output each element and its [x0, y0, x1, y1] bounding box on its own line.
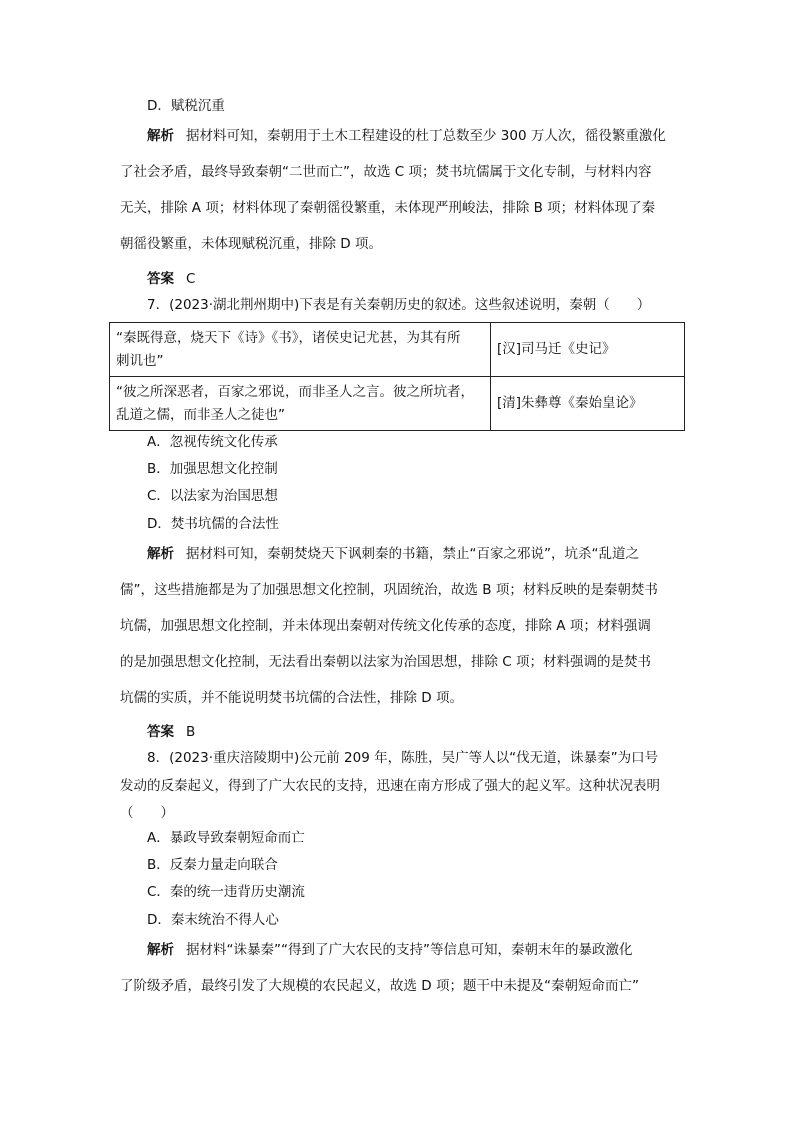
q7-answer-value: B — [186, 724, 196, 740]
q8-stem-line-3: （ ） — [120, 805, 174, 821]
q8-analysis-line-2: 了阶级矛盾，最终引发了大规模的农民起义，故选 D 项；题干中未提及“秦朝短命而亡” — [120, 978, 639, 994]
q8-option-c: C．秦的统一违背历史潮流 — [147, 884, 305, 900]
q8-option-d: D．秦末统治不得人心 — [147, 912, 279, 928]
q6-answer — [147, 270, 195, 288]
q6-answer-value: C — [186, 271, 196, 287]
q8-analysis-tag: 解析 — [147, 942, 174, 958]
q6-analysis-line-3: 无关，排除 A 项；材料体现了秦朝徭役繁重，未体现严刑峻法，排除 B 项；材料体现了秦 — [120, 200, 656, 216]
q7-source-table — [109, 322, 685, 431]
q8-stem-line-1: 8．(2023·重庆涪陵期中)公元前 209 年，陈胜，吴广等人以“伐无道，诛暴秦”为口号 — [147, 750, 659, 766]
q7-analysis-line-2: 儒”，这些措施都是为了加强思想文化控制，巩固统治，故选 B 项；材料反映的是秦朝焚书 — [120, 582, 658, 598]
table-row — [110, 377, 685, 431]
q7-analysis-line-1: 解析 据材料可知，秦朝焚烧天下讽刺秦的书籍，禁止“百家之邪说”，坑杀“乱道之 — [147, 546, 639, 562]
q7-option-b: B．加强思想文化控制 — [147, 461, 278, 477]
q6-analysis-line-2: 了社会矛盾，最终导致秦朝“二世而亡”，故选 C 项；焚书坑儒属于文化专制，与材料内容 — [120, 164, 652, 180]
q6-analysis-tag: 解析 — [147, 128, 174, 144]
table-cell-source: [清]朱彝尊《秦始皇论》 — [491, 377, 685, 431]
table-cell-quote: “秦既得意，烧天下《诗》《书》，诸侯史记尤甚，为其有所 刺讥也” — [110, 323, 491, 377]
q6-analysis-line-4: 朝徭役繁重，未体现赋税沉重，排除 D 项。 — [120, 236, 382, 252]
q6-option-d: D．赋税沉重 — [147, 98, 225, 114]
q7-analysis-line-4: 的是加强思想文化控制，无法看出秦朝以法家为治国思想，排除 C 项；材料强调的是焚书 — [120, 654, 652, 670]
q7-option-c: C．以法家为治国思想 — [147, 488, 278, 504]
q7-stem: 7．(2023·湖北荆州期中)下表是有关秦朝历史的叙述。这些叙述说明，秦朝（ ） — [147, 297, 651, 313]
table-cell-source: [汉]司马迁《史记》 — [491, 323, 685, 377]
q6-answer-tag: 答案 — [147, 271, 174, 287]
q8-option-b: B．反秦力量走向联合 — [147, 857, 278, 873]
q6-analysis-line-1: 解析 据材料可知，秦朝用于土木工程建设的杜丁总数至少 300 万人次，徭役繁重激化 — [147, 128, 666, 144]
q7-answer — [147, 723, 195, 741]
q7-analysis-tag: 解析 — [147, 546, 174, 562]
q8-analysis-line-1: 解析 据材料“诛暴秦”“得到了广大农民的支持”等信息可知，秦朝末年的暴政激化 — [147, 942, 633, 958]
table-row — [110, 323, 685, 377]
table-cell-quote: “彼之所深恶者，百家之邪说，而非圣人之言。彼之所坑者， 乱道之儒，而非圣人之徒也” — [110, 377, 491, 431]
q7-answer-tag: 答案 — [147, 724, 174, 740]
q7-analysis-line-5: 坑儒的实质，并不能说明焚书坑儒的合法性，排除 D 项。 — [120, 690, 463, 706]
q7-option-a: A．忽视传统文化传承 — [147, 434, 278, 450]
q7-option-d: D．焚书坑儒的合法性 — [147, 516, 279, 532]
q8-option-a: A．暴政导致秦朝短命而亡 — [147, 830, 305, 846]
q7-analysis-line-3: 坑儒，加强思想文化控制，并未体现出秦朝对传统文化传承的态度，排除 A 项；材料强调 — [120, 618, 651, 634]
q8-stem-line-2: 发动的反秦起义，得到了广大农民的支持，迅速在南方形成了强大的起义军。这种状况表明 — [120, 778, 660, 794]
